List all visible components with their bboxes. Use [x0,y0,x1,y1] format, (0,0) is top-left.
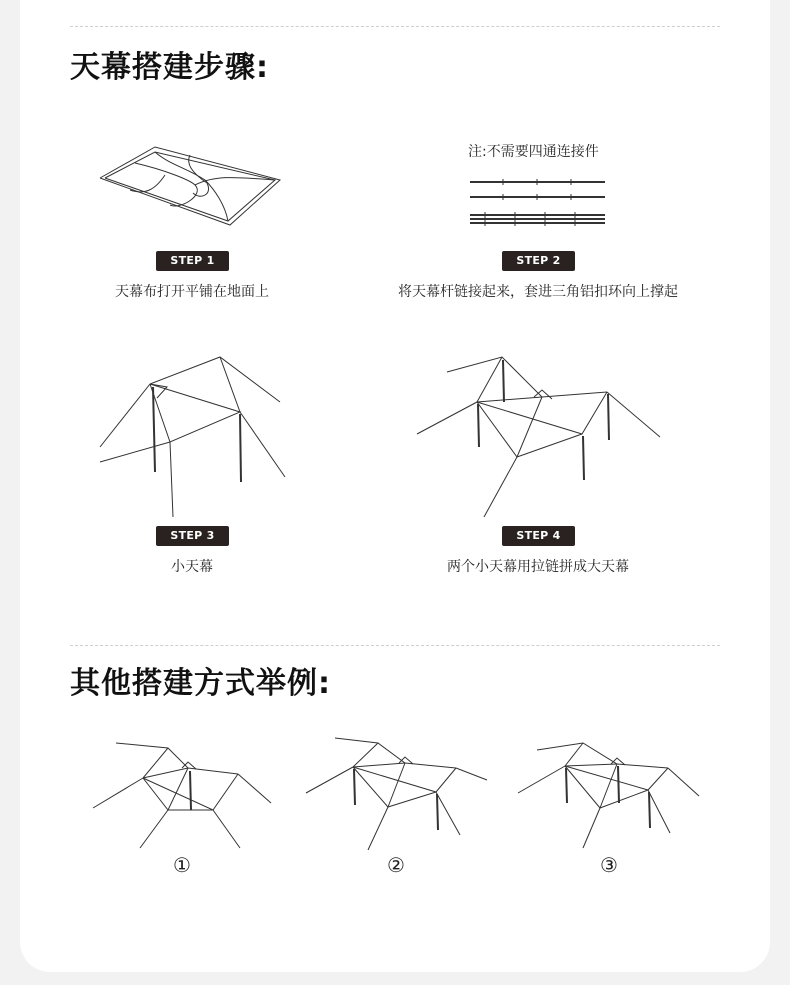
top-divider [70,26,720,27]
example1-number: ① [173,853,191,877]
step1-tarp-flat-illustration [95,135,290,230]
step3-badge: STEP 3 [156,526,229,546]
step3-small-tarp-illustration [95,352,290,522]
step2-badge: STEP 2 [502,251,575,271]
step4-badge: STEP 4 [502,526,575,546]
step3-description: 小天幕 [171,559,213,575]
example2-tarp-illustration [303,735,493,855]
example3-tarp-illustration [515,738,705,853]
step2-note: 注:不需要四通连接件 [468,144,599,160]
step1-description: 天幕布打开平铺在地面上 [115,284,269,300]
example2-number: ② [387,853,405,877]
section-title-setup-steps: 天幕搭建步骤: [70,50,269,85]
example1-tarp-illustration [88,738,278,853]
step1-badge: STEP 1 [156,251,229,271]
step2-description: 将天幕杆链接起来，套进三角铝扣环向上撑起 [398,284,678,300]
example3-number: ③ [600,853,618,877]
step2-poles-illustration [465,175,615,230]
middle-divider [70,645,720,646]
step4-description: 两个小天幕用拉链拼成大天幕 [447,559,629,575]
section-title-other-methods: 其他搭建方式举例: [70,666,331,701]
step4-large-tarp-illustration [412,352,667,522]
